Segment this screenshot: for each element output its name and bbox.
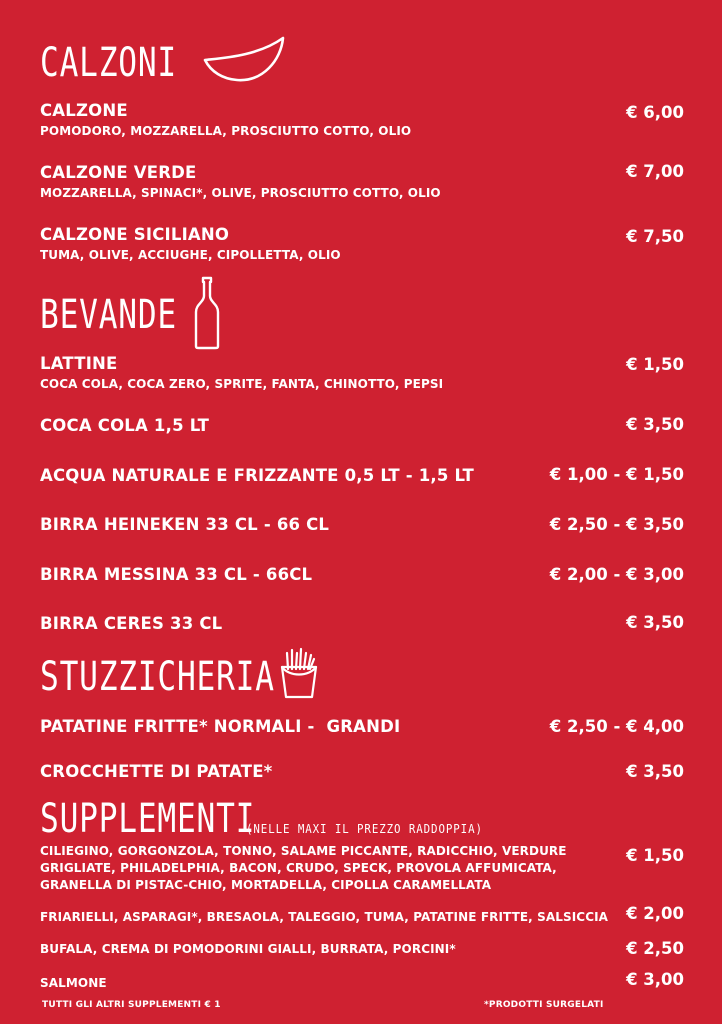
menu-item-price: € 1,00 - € 1,50 [549,465,684,484]
menu-item-name: CROCCHETTE DI PATATE* [40,762,273,781]
menu-item-price: € 3,50 [626,762,684,781]
menu-item-price: € 7,50 [626,227,684,246]
supplement-price: € 2,00 [626,904,684,923]
menu-item-price: € 3,50 [626,613,684,632]
supplement-list: CILIEGINO, GORGONZOLA, TONNO, SALAME PICCANTE, RADICCHIO, VERDURE GRIGLIATE, PHILADELPHIA, BACON, CRUDO, SPECK, PROVOLA AFFUMICATA, GRANELLA DI PISTAC-CHIO, MORTADELLA, CIPOLLA CARAMELLATA [40,844,567,892]
menu-item-name: PATATINE FRITTE* NORMALI - GRANDI [40,717,401,736]
supplement-price: € 2,50 [626,939,684,958]
menu-item-description: TUMA, OLIVE, ACCIUGHE, CIPOLLETTA, OLIO [40,248,341,262]
menu-item-name: CALZONE SICILIANO [40,225,230,244]
menu-item-name: COCA COLA 1,5 LT [40,416,210,435]
supplementi-subtitle: (NELLE MAXI IL PREZZO RADDOPPIA) [246,822,483,836]
bevande-title: BEVANDE [40,292,177,338]
menu-item-name: BIRRA CERES 33 CL [40,614,223,633]
menu-item-name: CALZONE VERDE [40,163,197,182]
menu-item-price: € 2,50 - € 4,00 [549,717,684,736]
supplement-list: SALMONE [40,976,107,990]
footer-note-frozen: *PRODOTTI SURGELATI [484,1000,604,1010]
menu-item-price: € 3,50 [626,415,684,434]
bottle-icon [193,276,221,350]
supplementi-title: SUPPLEMENTI [40,796,256,842]
calzoni-title: CALZONI [40,40,177,86]
calzone-icon [203,36,285,86]
menu-item-price: € 2,00 - € 3,00 [549,565,684,584]
menu-item-name: BIRRA HEINEKEN 33 CL - 66 CL [40,515,330,534]
menu-item-price: € 7,00 [626,162,684,181]
fries-icon [279,647,319,699]
menu-item-description: MOZZARELLA, SPINACI*, OLIVE, PROSCIUTTO COTTO, OLIO [40,186,441,200]
menu-item-name: LATTINE [40,354,118,373]
menu-item-price: € 2,50 - € 3,50 [549,515,684,534]
footer-note-supplements: TUTTI GLI ALTRI SUPPLEMENTI € 1 [42,1000,221,1010]
menu-item-price: € 1,50 [626,355,684,374]
menu-item-name: BIRRA MESSINA 33 CL - 66CL [40,565,313,584]
supplement-price: € 3,00 [626,970,684,989]
menu-item-name: ACQUA NATURALE E FRIZZANTE 0,5 LT - 1,5 LT [40,466,474,485]
supplement-list: BUFALA, CREMA DI POMODORINI GIALLI, BURRATA, PORCINI* [40,942,456,956]
supplement-price: € 1,50 [626,846,684,865]
menu-item-description: POMODORO, MOZZARELLA, PROSCIUTTO COTTO, OLIO [40,124,412,138]
menu-item-name: CALZONE [40,101,128,120]
menu-item-description: COCA COLA, COCA ZERO, SPRITE, FANTA, CHINOTTO, PEPSI [40,377,444,391]
menu-item-price: € 6,00 [626,103,684,122]
stuzzicheria-title: STUZZICHERIA [40,654,275,700]
supplement-list: FRIARIELLI, ASPARAGI*, BRESAOLA, TALEGGIO, TUMA, PATATINE FRITTE, SALSICCIA [40,910,609,924]
